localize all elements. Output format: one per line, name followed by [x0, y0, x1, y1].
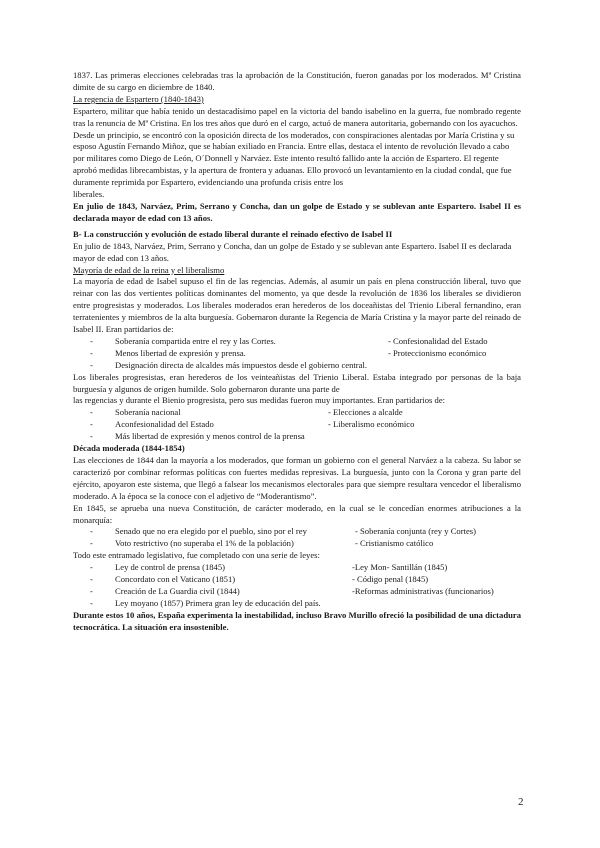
- document-page: [73, 70, 521, 634]
- list-item: [73, 574, 521, 586]
- regencia-heading: La regencia de Espartero (1840-1843): [73, 93, 204, 104]
- regencia-bold-paragraph: En julio de 1843, Narváez, Prim, Serrano y Concha, dan un golpe de Estado y se sublevan ante Espartero. Isabel II es declarada mayor de edad con 13 años.: [73, 200, 521, 223]
- list-dash: -: [90, 335, 93, 346]
- page-number: 2: [518, 796, 524, 808]
- list-item-right: - Proteccionismo económico: [388, 347, 487, 358]
- list-item-left: Soberanía nacional: [115, 407, 181, 418]
- list-item-left: Aconfesionalidad del Estado: [115, 419, 214, 430]
- list-item: [73, 407, 521, 419]
- list-item-right: - Confesionalidad del Estado: [388, 335, 488, 346]
- list-item: [73, 336, 521, 348]
- list-item-left: Concordato con el Vaticano (1851): [115, 574, 236, 585]
- progresistas-paragraph: Los liberales progresistas, eran herederos de los veinteañistas del Trienio Liberal. Estaba integrado por personas de la baja burguesía y algunos de origen humilde. Solo gobernaron durante una parte de: [73, 371, 521, 394]
- list-item: [73, 538, 521, 550]
- list-item: [73, 562, 521, 574]
- list-item-right: -Ley Mon- Santillán (1845): [352, 562, 448, 573]
- leyes-list: [73, 562, 521, 610]
- list-item-right: - Código penal (1845): [352, 574, 429, 585]
- progresistas-paragraph-2: las regencias y durante el Bienio progresista, pero sus medidas fueron muy importantes. Eran partidarios de:: [73, 395, 446, 406]
- list-dash: -: [90, 347, 93, 358]
- section-b-paragraph-1: En julio de 1843, Narváez, Prim, Serrano y Concha, dan un golpe de Estado y se sublevan ante Espartero. Isabel II es declarada mayor de edad con 13 años.: [73, 240, 512, 263]
- list-item-left: Designación directa de alcaldes más impuestos desde el gobierno central.: [115, 359, 367, 370]
- decada-heading: Década moderada (1844-1854): [73, 443, 185, 454]
- list-item-right: - Elecciones a alcalde: [328, 407, 403, 418]
- list-item-right: - Liberalismo económico: [328, 419, 415, 430]
- list-item: [73, 419, 521, 431]
- list-dash: -: [90, 407, 93, 418]
- list-item-right: -Reformas administrativas (funcionarios): [352, 585, 494, 596]
- moderados-list: [73, 336, 521, 372]
- list-item-right: - Cristianismo católico: [355, 538, 434, 549]
- list-dash: -: [90, 562, 93, 573]
- section-b-heading: B- La construcción y evolución de estado liberal durante el reinado efectivo de Isabel II: [73, 228, 393, 239]
- list-dash: -: [90, 419, 93, 430]
- list-item-right: - Soberanía conjunta (rey y Cortes): [355, 526, 476, 537]
- list-item-left: Voto restrictivo (no superaba el 1% de la población): [115, 538, 294, 549]
- regencia-paragraph-1: Espartero, militar que había tenido un destacadísimo papel en la victoria del bando isabelino en la guerra, fue nombrado regente tras la renuncia de Mª Cristina. En los tres años que duró en el cargo, actuó de manera autoritaria, gobernando con los ayacuchos.: [73, 105, 521, 128]
- decada-paragraph-2: En 1845, se aprueba una nueva Constitución, de carácter moderado, en la cual se le concedían enormes atribuciones a la monarquía:: [73, 502, 521, 525]
- list-item: [73, 360, 521, 372]
- moderados-paragraph: La mayoría de edad de Isabel supuso el fin de las regencias. Además, al asumir un país en plena construcción liberal, tuvo que reinar con las dos vertientes políticas dominantes del momento, ya que desde la revolución de 1836 los liberales se dividieron entre progresistas y moderados. Los liberales moderados eran herederos de los doceañistas del Trienio Liberal fernandino, eran terratenientes y miembros de la alta burguesía. Gobernaron durante la Regencia de María Cristina y la mayor parte del reinado de Isabel II. Eran partidarios de:: [73, 276, 521, 335]
- constitucion-list: [73, 526, 521, 550]
- list-item: [73, 586, 521, 598]
- list-dash: -: [90, 574, 93, 585]
- intro-paragraph: 1837. Las primeras elecciones celebradas tras la aprobación de la Constitución, fueron ganadas por los moderados. Mª Cristina dimite de su cargo en diciembre de 1840.: [73, 70, 521, 92]
- decada-paragraph-3: Todo este entramado legislativo, fue completado con una serie de leyes:: [73, 550, 320, 561]
- list-item: [73, 431, 521, 443]
- list-item-left: Creación de La Guardia civil (1844): [115, 585, 240, 596]
- list-dash: -: [90, 431, 93, 442]
- list-item-left: Senado que no era elegido por el pueblo, sino por el rey: [115, 526, 307, 537]
- list-item-left: Ley de control de prensa (1845): [115, 562, 226, 573]
- list-dash: -: [90, 526, 93, 537]
- decada-paragraph-1: Las elecciones de 1844 dan la mayoría a los moderados, que forman un gobierno con el general Narváez a la cabeza. Su labor se caracterizó por combinar reformas políticas con fuertes medidas represivas. La burguesía, junto con la Corona y gran parte del ejército, apoyaron este sistema, que llegó a falsear los mecanismos electorales para que siempre resultara vencedor el liberalismo moderado. A la época se la conoce con el adjetivo de “Moderantismo”.: [73, 455, 521, 501]
- list-item: [73, 598, 521, 610]
- list-item-left: Ley moyano (1857) Primera gran ley de educación del país.: [115, 597, 321, 608]
- regencia-paragraph-2-end: liberales.: [73, 189, 105, 200]
- list-item-left: Soberanía compartida entre el rey y las Cortes.: [115, 335, 276, 346]
- list-item-left: Menos libertad de expresión y prensa.: [115, 347, 246, 358]
- list-dash: -: [90, 538, 93, 549]
- mayoria-subheading: Mayoría de edad de la reina y el liberalismo: [73, 264, 225, 275]
- list-dash: -: [90, 359, 93, 370]
- list-item: [73, 348, 521, 360]
- list-dash: -: [90, 585, 93, 596]
- list-item-left: Más libertad de expresión y menos control de la prensa: [115, 431, 305, 442]
- progresistas-list: [73, 407, 521, 443]
- list-item: [73, 526, 521, 538]
- regencia-paragraph-2: Desde un principio, se encontró con la oposición directa de los moderados, con conspiraciones alentadas por María Cristina y su esposo Agustín Fernando Miñoz, que se habían exiliado en Francia. Entre ellas, destaca el intento de revolución llevado a cabo por militares como Diego de León, O´Donnell y Narváez. Este intento resultó fallido ante la acción de Espartero. El regente aprobó medidas librecambistas, y la apertura de frontera y aduanas. Ello provocó un levantamiento en la ciudad condal, que fue duramente reprimida por Espartero, evidenciando una profunda crisis entre los: [73, 129, 515, 188]
- list-dash: -: [90, 597, 93, 608]
- decada-bold-paragraph: Durante estos 10 años, España experimenta la inestabilidad, incluso Bravo Murillo ofreció la posibilidad de una dictadura tecnocrática. La situación era insostenible.: [73, 609, 521, 632]
